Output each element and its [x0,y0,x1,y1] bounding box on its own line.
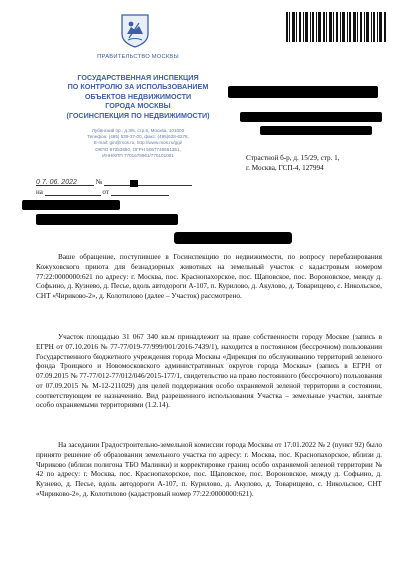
agency-name-line: ГОСУДАРСТВЕННАЯ ИНСПЕКЦИЯ [77,73,199,82]
barcode-icon [286,12,386,42]
address-line: Страстной б-р, д. 15/29, стр. 1, [246,154,340,162]
contact-line: Лубянский пр., д.3/6, стр.6, Москва, 101000 [91,128,185,133]
on-label: на [36,188,43,196]
recipient-address [246,154,396,173]
redacted-block [174,232,292,244]
contact-line: E-mail: gin@mos.ru, http://www.mos.ru/ggi/ [93,140,183,146]
registration-line [36,178,192,186]
registration-date-field [36,178,94,186]
letter-body [36,333,382,411]
agency-contacts [58,128,218,159]
redacted-block [36,214,178,225]
contact-line: ИНН/КПП 7701679961/770101001 [102,152,174,158]
reference-line [36,188,169,196]
contact-line: ОКПО 97253660, ОГРН 5067746661351, [95,146,181,152]
redacted-block [22,200,120,210]
body-paragraph: На заседании Градостроительно-земельной комиссии города Москвы от 17.01.2022 № 2 (пункт 92) было принято решение об образовании земельного участка по адресу: г. Москва, пос. Краснопахорское, вблизи д. Чириково (вблизи полигона ТБО Малинки) и корректировке границ особо охраняемой зеленой территории № 42 по адресу: г. Москва, пос. Краснопахорское, пос. Щаповское, пос. Вороновское, между д. Софьино, д. Кузнево, д. Песье, вдоль автодороги А-107, п. Курилово, д. Акулово, д. Товарищево, с. Никольское, СНТ «Чириково-2», д. Колотилово (кадастровый номер 77:22:0000000:621). [36,441,382,498]
body-paragraph: Ваше обращение, поступившее в Госинспекцию по недвижимости, по вопросу перебазирования Кожуховского приюта для безнадзорных животных на земельный участок с кадастровым номером 77:22:0000000:621 по адресу: г. Москва, пос. Краснопахорское, пос. Щаповское, пос. Вороновское, между д. Софьино, д. Кузнево, д. Песье, вдоль автодороги А-107, п. Курилово, д. Акулово, д. Товарищево, с. Никольское, СНТ «Чириково-2», д. Колотилово (далее – Участок) рассмотрено. [36,253,382,300]
body-paragraph: Участок площадью 31 067 340 кв.м принадлежит на праве собственности городу Москве (запись в ЕГРН от 07.10.2016 № 77-77/019-77/999/001/2016-7439/1), находится в постоянном (бессрочном) пользовании Государственного бюджетного учреждения города Москвы «Дирекция по обслуживанию территорий зеленого фонда Троицкого и Новомосковского административных округов города Москвы» (запись в ЕГРН от 07.09.2015 № 77-77/012-77/012/046/2015-177/1, свидетельство на право постоянного (бессрочного) пользования от 07.09.2015 № М-12-211029) для целей поддержания особо охраняемой зеленой территории в состоянии, соответствующем ее назначению. Вид разрешенного использования Участка – земельные участки, занятые особо охраняемыми территориями (1.2.14). [36,333,382,410]
reference-date-field [111,188,169,196]
address-line: г. Москва, ГСП-4, 127994 [246,163,324,172]
agency-name-line: ПО КОНТРОЛЮ ЗА ИСПОЛЬЗОВАНИЕМ [67,82,209,92]
registration-number-field [104,178,192,186]
agency-name-line: ОБЪЕКТОВ НЕДВИЖИМОСТИ [84,91,192,101]
agency-name [38,73,238,120]
registration-date: 0 7. 06. 2022 [36,179,77,186]
government-title: ПРАВИТЕЛЬСТВО МОСКВЫ [97,54,179,60]
redacted-block [228,86,378,98]
reference-number-field [45,188,101,196]
redacted-block [260,126,372,135]
letter-body [36,441,382,500]
redacted-block [130,180,138,187]
agency-name-line: (ГОСИНСПЕКЦИЯ ПО НЕДВИЖИМОСТИ) [66,110,210,120]
agency-name-line: ГОРОДА МОСКВЫ [105,101,171,111]
from-label: от [102,188,109,196]
moscow-coat-of-arms-icon [120,14,150,48]
redacted-block [240,112,382,122]
number-label: № [95,178,103,186]
contact-line: Телефон: (495) 539-37-00, факс: (495)628-6278, [87,134,189,140]
letter-body [36,253,382,302]
